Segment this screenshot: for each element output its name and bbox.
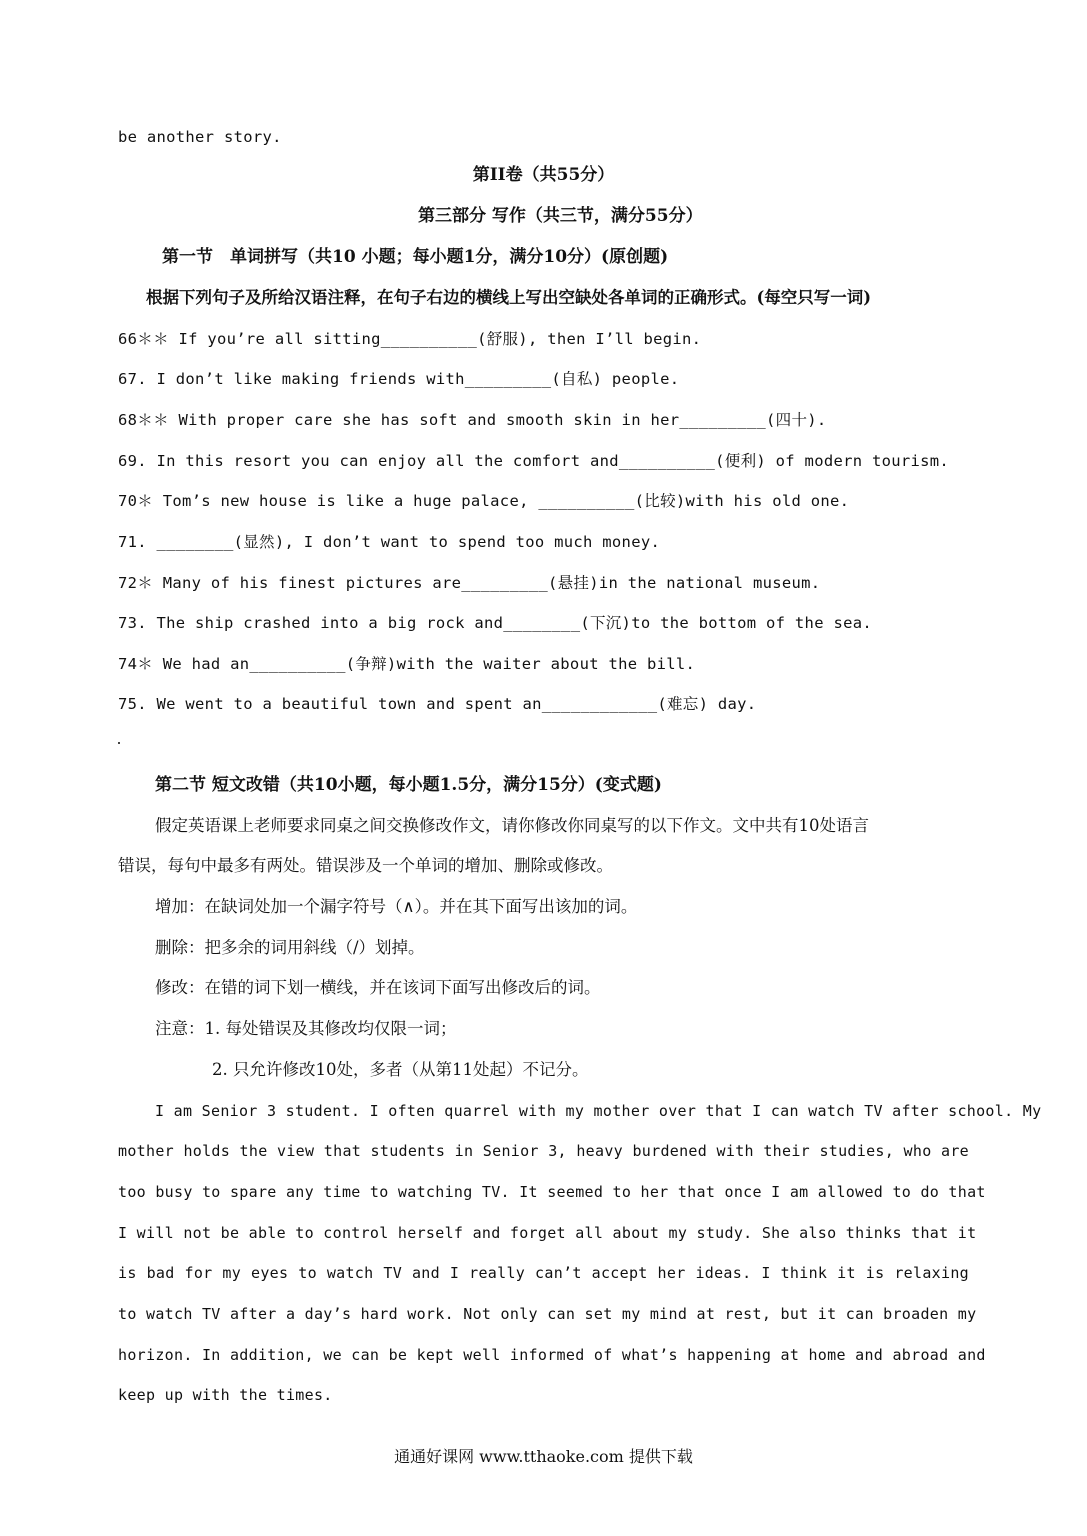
passage-line-1: I am Senior 3 student. I often quarrel with my mother over that I can watch TV after school. My <box>155 1102 1042 1120</box>
continued-text: be another story. <box>118 128 282 146</box>
section2-intro-line1: 假定英语课上老师要求同桌之间交换修改作文，请你修改你同桌写的以下作文。文中共有10处语言 <box>155 816 869 835</box>
section1-heading: 第一节 单词拼写（共10 小题；每小题1分，满分10分）(原创题) <box>162 247 669 267</box>
passage-line-4: I will not be able to control herself and forget all about my study. She also thinks that it <box>118 1224 977 1242</box>
note-1: 注意：1. 每处错误及其修改均仅限一词； <box>155 1019 457 1038</box>
section2-heading: 第二节 短文改错（共10小题，每小题1.5分，满分15分）(变式题) <box>155 775 662 795</box>
spelling-item-72: 72＊ Many of his finest pictures are_________(悬挂)in the national museum. <box>118 574 821 592</box>
footer: 通通好课网 www.tthaoke.com 提供下载 <box>394 1447 693 1466</box>
spelling-item-74: 74＊ We had an__________(争辩)with the waiter about the bill. <box>118 655 696 673</box>
spelling-item-68: 68＊＊ With proper care she has soft and smooth skin in her_________(四十). <box>118 411 827 429</box>
part-title: 第三部分 写作（共三节，满分55分） <box>418 206 703 226</box>
spelling-item-67: 67. I don’t like making friends with_________(自私) people. <box>118 370 680 388</box>
spelling-item-69: 69. In this resort you can enjoy all the comfort and__________(便利) of modern tourism. <box>118 452 950 470</box>
passage-line-7: horizon. In addition, we can be kept well informed of what’s happening at home and abroad and <box>118 1346 986 1364</box>
spelling-item-73: 73. The ship crashed into a big rock and________(下沉)to the bottom of the sea. <box>118 614 872 632</box>
passage-line-8: keep up with the times. <box>118 1386 333 1404</box>
passage-line-2: mother holds the view that students in Senior 3, heavy burdened with their studies, who are <box>118 1142 969 1160</box>
section-title: 第II卷（共55分） <box>472 165 615 185</box>
rule-add: 增加：在缺词处加一个漏字符号（∧）。并在其下面写出该加的词。 <box>155 897 638 916</box>
spelling-item-75: 75. We went to a beautiful town and spent an____________(难忘) day. <box>118 695 757 713</box>
section1-instruction: 根据下列句子及所给汉语注释，在句子右边的横线上写出空缺处各单词的正确形式。(每空只写一词) <box>146 288 872 307</box>
spelling-item-71: 71. ________(显然), I don’t want to spend too much money. <box>118 533 661 551</box>
passage-line-6: to watch TV after a day’s hard work. Not only can set my mind at rest, but it can broaden my <box>118 1305 977 1323</box>
rule-delete: 删除：把多余的词用斜线（/）划掉。 <box>155 938 425 957</box>
passage-line-3: too busy to spare any time to watching TV. It seemed to her that once I am allowed to do that <box>118 1183 986 1201</box>
section2-intro-line2: 错误，每句中最多有两处。错误涉及一个单词的增加、删除或修改。 <box>118 856 613 875</box>
spelling-item-70: 70＊ Tom’s new house is like a huge palace, __________(比较)with his old one. <box>118 492 850 510</box>
spelling-item-66: 66＊＊ If you’re all sitting__________(舒服), then I’ll begin. <box>118 330 702 348</box>
note-2: 2. 只允许修改10处，多者（从第11处起）不记分。 <box>212 1060 589 1079</box>
stray-mark <box>118 742 120 744</box>
rule-modify: 修改：在错的词下划一横线，并在该词下面写出修改后的词。 <box>155 978 601 997</box>
passage-line-5: is bad for my eyes to watch TV and I really can’t accept her ideas. I think it is relaxing <box>118 1264 969 1282</box>
